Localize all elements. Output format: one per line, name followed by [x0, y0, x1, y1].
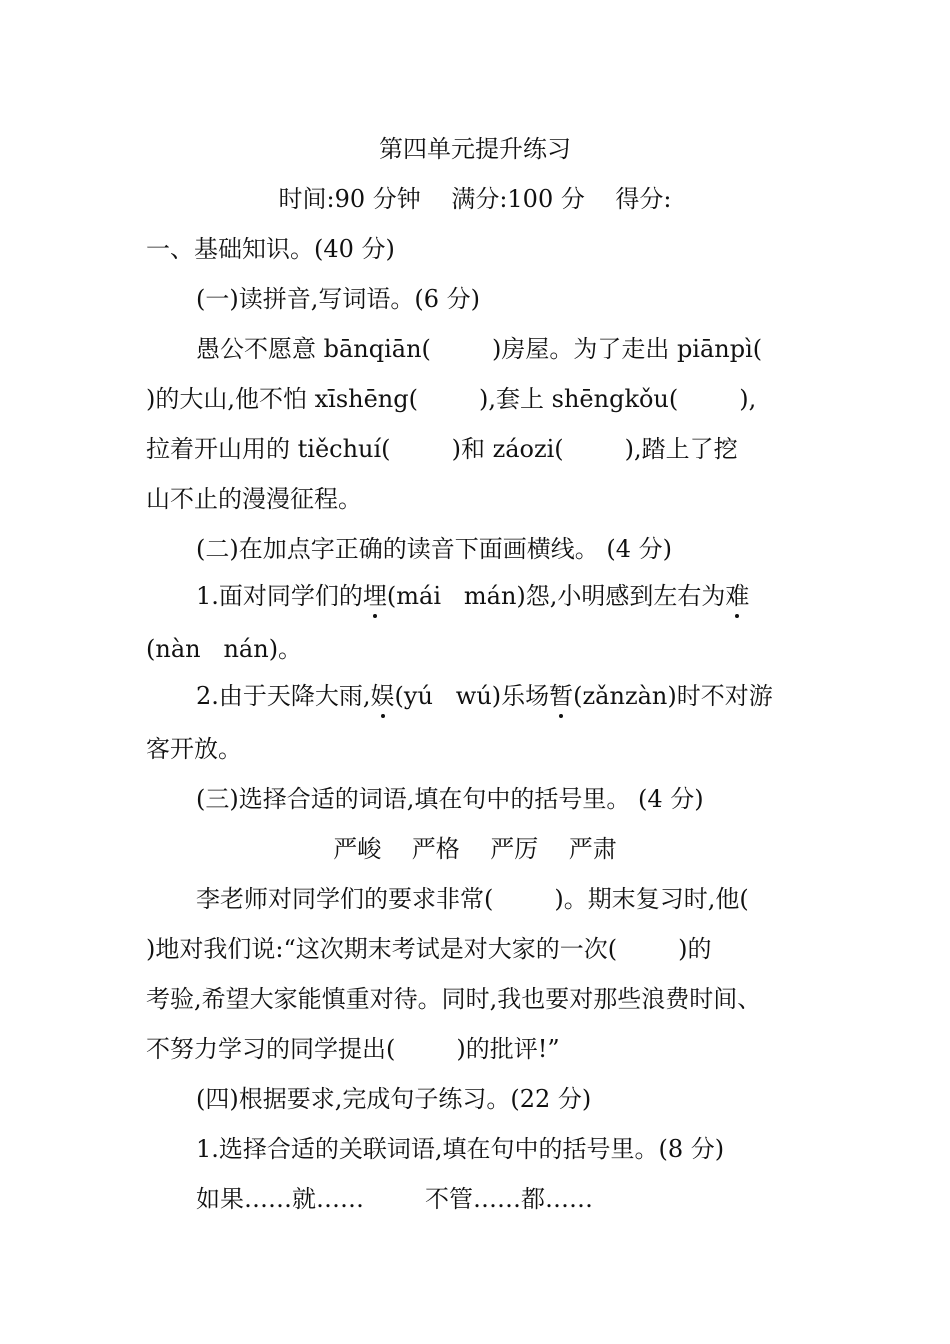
dotted-char: 埋	[362, 582, 387, 610]
part4-question-1: 1.选择合适的关联词语,填在句中的括号里。(8 分)	[196, 1135, 725, 1163]
section-heading: 一、基础知识。(40 分)	[146, 235, 395, 263]
fill-line-2: )地对我们说:“这次期末考试是对大家的一次( )的	[146, 935, 712, 963]
reading-question-1	[196, 581, 749, 611]
question-text: (zǎnzàn)时不对游	[573, 682, 773, 710]
question-text: 1.面对同学们的	[196, 582, 363, 610]
pinyin-line-1: 愚公不愿意 bānqiān( )房屋。为了走出 piānpì(	[196, 335, 763, 363]
reading-question-2-cont: 客开放。	[146, 735, 242, 763]
part2-heading: (二)在加点字正确的读音下面画横线。 (4 分)	[196, 535, 672, 563]
reading-question-2	[196, 681, 773, 711]
question-text: 2.由于天降大雨,	[196, 682, 371, 710]
reading-question-1-cont: (nàn nán)。	[146, 635, 303, 663]
page-title: 第四单元提升练习	[379, 135, 571, 163]
part1-heading: (一)读拼音,写词语。(6 分)	[196, 285, 480, 313]
fill-line-3: 考验,希望大家能慎重对待。同时,我也要对那些浪费时间、	[146, 985, 762, 1013]
word-options: 严峻 严格 严厉 严肃	[333, 835, 617, 863]
part4-heading: (四)根据要求,完成句子练习。(22 分)	[196, 1085, 592, 1113]
question-text: (mái mán)怨,小明感到左右为	[386, 582, 726, 610]
pinyin-line-3: 拉着开山用的 tiěchuí( )和 záozi( ),踏上了挖	[146, 435, 738, 463]
pinyin-line-4: 山不止的漫漫征程。	[146, 485, 362, 513]
part3-heading: (三)选择合适的词语,填在句中的括号里。 (4 分)	[196, 785, 704, 813]
pinyin-line-2: )的大山,他不怕 xīshēng( ),套上 shēngkǒu( ),	[146, 385, 757, 413]
dotted-char: 娱	[370, 682, 395, 710]
fill-line-1: 李老师对同学们的要求非常( )。期末复习时,他(	[196, 885, 749, 913]
question-text: (yú wú)乐场	[394, 682, 550, 710]
dotted-char: 暂	[549, 682, 574, 710]
exam-info: 时间:90 分钟 满分:100 分 得分:	[278, 185, 672, 213]
conjunction-options: 如果……就…… 不管……都……	[196, 1185, 594, 1213]
fill-line-4: 不努力学习的同学提出( )的批评!”	[146, 1035, 560, 1063]
dotted-char: 难	[725, 582, 750, 610]
